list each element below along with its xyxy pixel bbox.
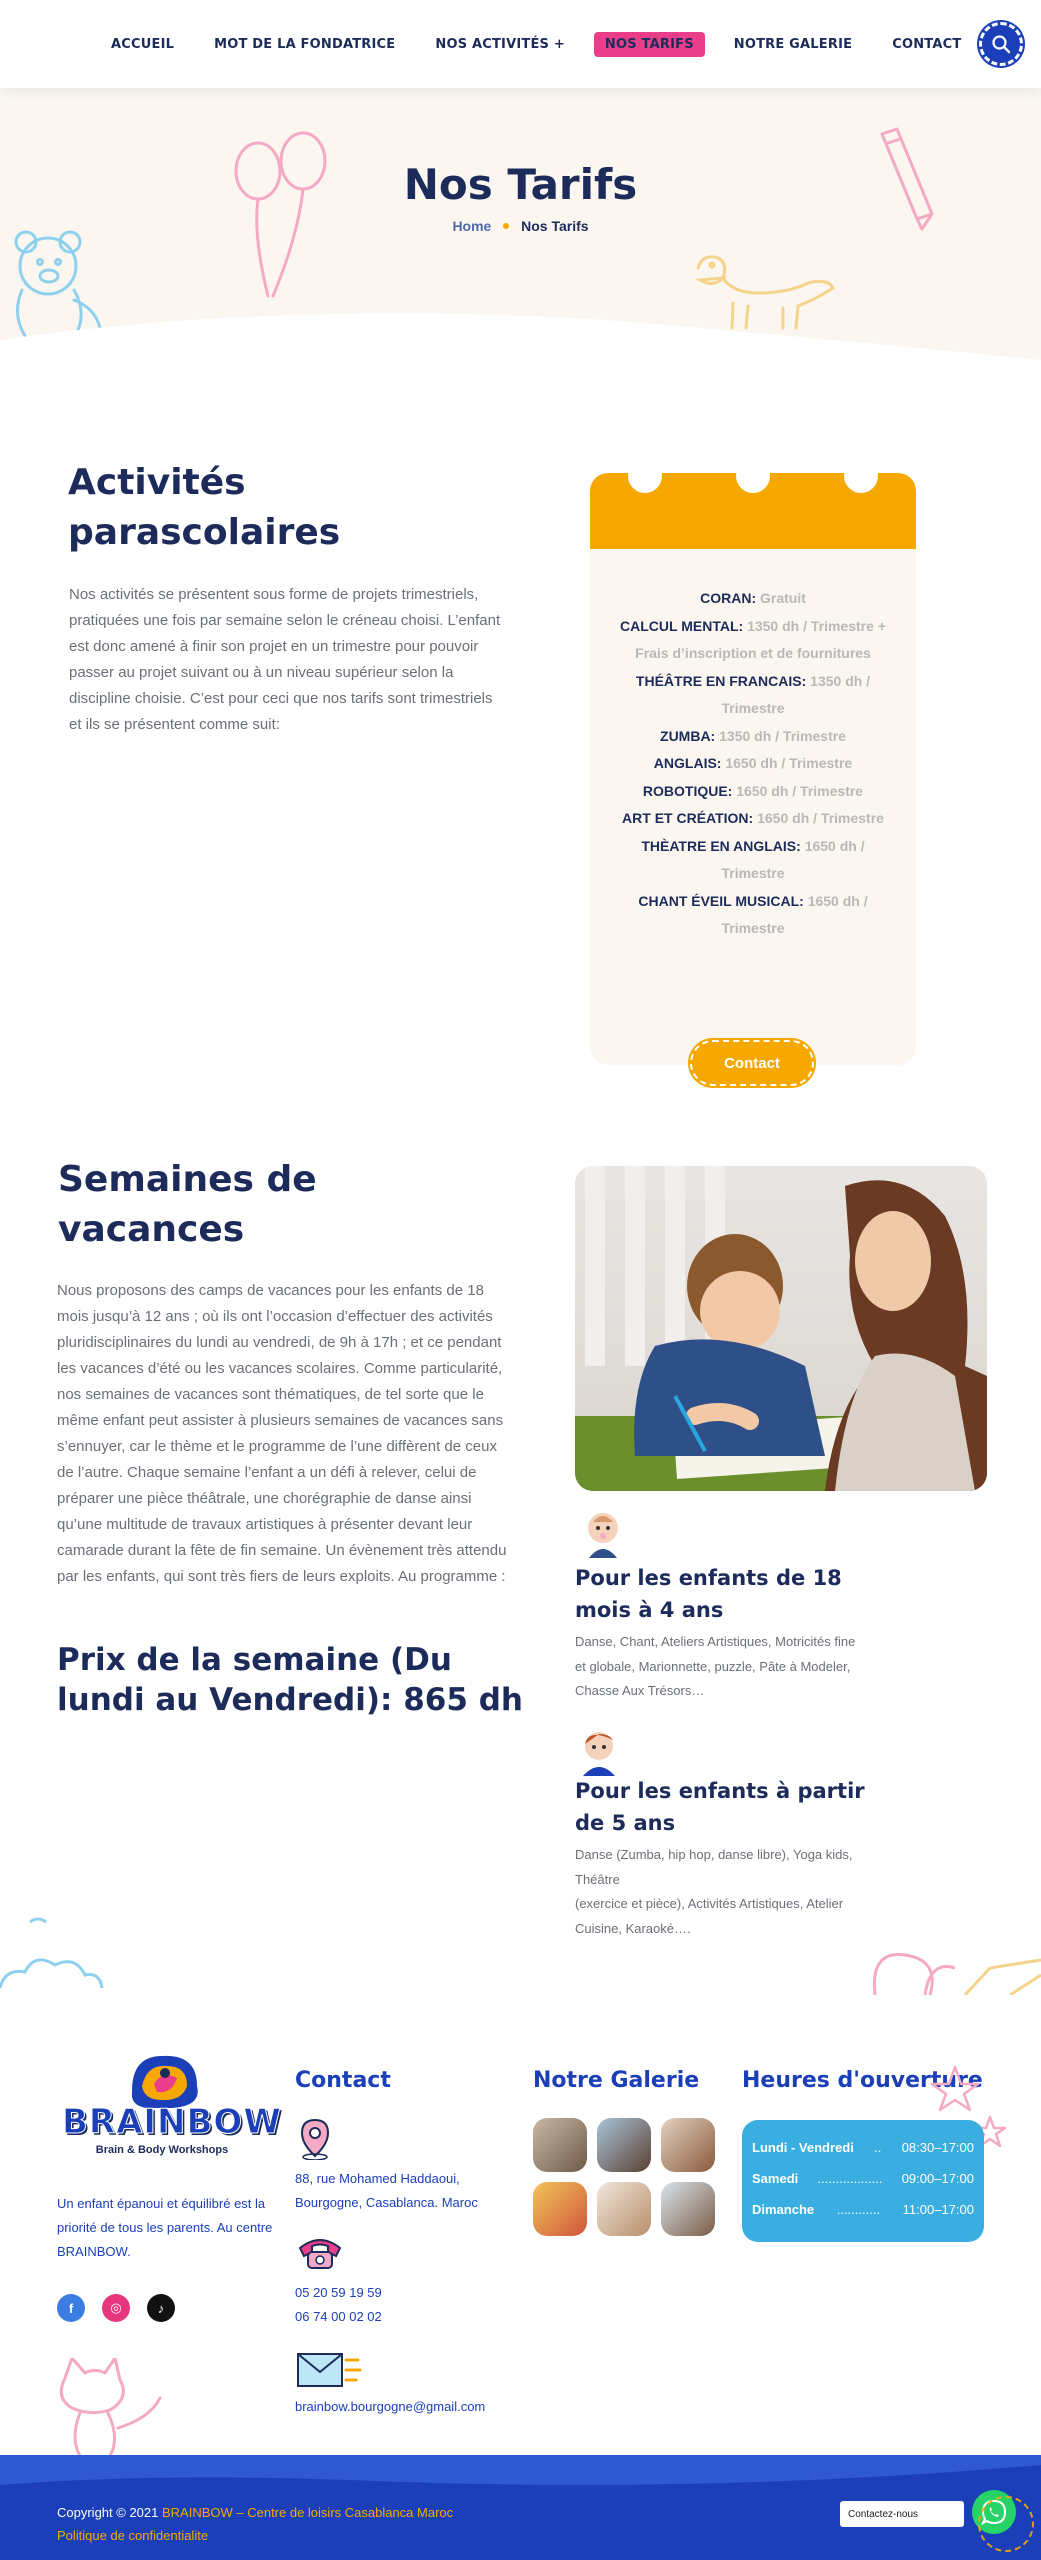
price-item: [620, 613, 886, 668]
mother-child-photo: [575, 1166, 987, 1491]
activites-paragraph: Nos activités se présentent sous forme de projets trimestriels, pratiquées une fois par semaine selon le créneau choisi. L’enfant est donc amené à finir son projet en un trimestre pour pouvoir passer au projet suivant ou à un niveau supérieur selon la discipline choisie. C’est pour ceci que nos tarifs sont trimestriels et ils se présentent comme suit:: [69, 586, 501, 733]
location-pin-icon: [296, 2118, 334, 2160]
page-hero: [0, 88, 1041, 368]
cat-doodle-icon: [50, 2358, 170, 2458]
hours-time: 08:30–17:00: [901, 2140, 974, 2155]
hours-dots: ............: [836, 2202, 881, 2217]
price-item: [620, 888, 886, 943]
nav-item-accueil[interactable]: ACCUEIL: [111, 36, 175, 52]
price-item: [620, 805, 886, 833]
address-line1: 88, rue Mohamed Haddaoui,: [295, 2171, 460, 2186]
page-title: Nos Tarifs: [403, 160, 638, 209]
hours-time: 11:00–17:00: [902, 2202, 974, 2217]
price-item-name: THÈATRE EN ANGLAIS:: [641, 837, 801, 854]
phone-link-2[interactable]: 06 74 00 02 02: [295, 2309, 382, 2324]
footer-gallery-title: Notre Galerie: [533, 2068, 700, 2093]
price-item: [620, 668, 886, 723]
tiktok-link[interactable]: [147, 2294, 175, 2322]
vacances-title-line1: Semaines de: [50, 1155, 325, 1205]
pricing-card-header: [590, 473, 916, 549]
breadcrumb-current: Nos Tarifs: [521, 218, 589, 234]
nav-item-activites[interactable]: NOS ACTIVITÉS +: [435, 36, 565, 52]
baby-icon: [583, 1510, 623, 1558]
group-kids-text-line2: (exercice et pièce), Activités Artistiques, Atelier Cuisine, Karaoké….: [575, 1896, 844, 1936]
breadcrumb: [0, 218, 1041, 234]
breadcrumb-home-link[interactable]: Home: [452, 218, 492, 234]
footer-address: [295, 2167, 505, 2215]
email-envelope-icon: [296, 2350, 362, 2390]
cloud-doodle-icon: [0, 1910, 110, 1990]
price-item: [620, 833, 886, 888]
hours-dots: ..................: [817, 2171, 883, 2186]
activites-title-line2: parascolaires: [60, 508, 348, 558]
price-item-name: ROBOTIQUE:: [642, 782, 733, 799]
whatsapp-label[interactable]: Contactez-nous: [840, 2501, 964, 2527]
price-item: [620, 778, 886, 806]
nav-item-tarifs[interactable]: NOS TARIFS: [594, 32, 705, 57]
main-nav: [100, 0, 990, 88]
vacances-title-line2: vacances: [50, 1205, 252, 1255]
price-item-value: 1350 dh / Trimestre + Frais d’inscription et de fournitures: [635, 617, 886, 661]
price-item-name: ZUMBA:: [660, 727, 716, 744]
gallery-thumbnail[interactable]: [533, 2182, 587, 2236]
price-item-value: Gratuit: [760, 590, 806, 606]
price-item-name: CORAN:: [700, 590, 757, 606]
search-button[interactable]: [979, 22, 1023, 66]
card-hole-decoration: [628, 473, 662, 493]
group-kids-title: Pour les enfants à partir de 5 ans: [575, 1779, 865, 1835]
price-item-value: 1650 dh / Trimestre: [721, 892, 868, 936]
opening-hours-box: [742, 2120, 984, 2242]
instagram-icon: ◎: [110, 2300, 122, 2315]
price-item-value: 1650 dh / Trimestre: [736, 782, 864, 799]
boy-icon: [579, 1728, 619, 1776]
gallery-thumbnail[interactable]: [661, 2182, 715, 2236]
price-item-value: 1650 dh / Trimestre: [725, 755, 853, 771]
nav-item-contact[interactable]: CONTACT: [892, 36, 962, 52]
card-hole-decoration: [844, 473, 878, 493]
mother-child-illustration-icon: [575, 1166, 987, 1491]
nav-item-galerie[interactable]: NOTRE GALERIE: [733, 36, 853, 52]
copyright-text: [57, 2505, 453, 2520]
hours-row: [752, 2132, 974, 2163]
group-kids-text-line1: Danse (Zumba, hip hop, danse libre), Yoga kids, Théâtre: [575, 1847, 853, 1887]
logo-wordmark: BRAINBOW: [62, 2102, 282, 2142]
bottom-bar-wave: [0, 2455, 1041, 2495]
footer-phones: [295, 2281, 495, 2329]
group-toddlers-title: Pour les enfants de 18 mois à 4 ans: [575, 1566, 842, 1622]
breadcrumb-separator: [503, 223, 509, 229]
price-item-value: 1650 dh / Trimestre: [757, 810, 884, 826]
hours-day: Dimanche: [752, 2202, 815, 2217]
footer-about-text: Un enfant épanoui et équilibré est la priorité de tous les parents. Au centre BRAINBOW.: [57, 2196, 273, 2259]
price-item-value: 1350 dh / Trimestre: [719, 727, 846, 744]
pricing-contact-button[interactable]: Contact: [690, 1040, 814, 1086]
hours-time: 09:00–17:00: [901, 2171, 974, 2186]
group-toddlers-text: Danse, Chant, Ateliers Artistiques, Motricités fine et globale, Marionnette, puzzle, Pâte à Modeler, Chasse Aux Trésors…: [575, 1634, 856, 1698]
price-item-name: ANGLAIS:: [653, 755, 722, 771]
hours-day: Lundi - Vendredi: [752, 2140, 854, 2155]
price-item: [620, 585, 886, 613]
phone-link-1[interactable]: 05 20 59 19 59: [295, 2285, 382, 2300]
gallery-thumbnail[interactable]: [597, 2182, 651, 2236]
hours-dots: ..: [874, 2140, 882, 2155]
pricing-card: [590, 473, 916, 1065]
instagram-link[interactable]: [102, 2294, 130, 2322]
vacances-paragraph: Nous proposons des camps de vacances pour les enfants de 18 mois jusqu’à 12 ans ; où ils ont l’occasion d’effectuer des activités pluridisciplinaires du lundi au vendredi, de 9h à 17h ; et ce pendant les vacances d’été ou les vacances scolaires. Comme particularité, nos semaines de vacances sont thématiques, de tel sorte que le même enfant peut assister à plusieurs semaines de vacances sans s’ennuyer, car le thème et le programme de l’une diffèrent de ceux de l’autre. Chaque semaine l’enfant a un défi à relever, celui de préparer une pièce théâtrale, une chorégraphie de danse ainsi qu’une multitude de travaux artistiques à présenter devant leur camarade durant la fête de fin semaine. Un évènement très attendu par les enfants, qui sont très fiers de leurs exploits. Au programme :: [57, 1282, 507, 1585]
hours-day: Samedi: [752, 2171, 799, 2186]
footer-logo[interactable]: [62, 2046, 282, 2166]
gallery-thumbnail[interactable]: [597, 2118, 651, 2172]
privacy-policy-link[interactable]: Politique de confidentialite: [57, 2528, 209, 2543]
price-item: [620, 723, 886, 751]
footer-gallery-grid: [533, 2118, 717, 2236]
site-header: [0, 0, 1041, 88]
facebook-link[interactable]: [57, 2294, 85, 2322]
gallery-thumbnail[interactable]: [533, 2118, 587, 2172]
copyright-link[interactable]: BRAINBOW – Centre de loisirs Casablanca Maroc: [161, 2505, 454, 2520]
footer-contact-title: Contact: [295, 2068, 391, 2093]
price-item-value: 1650 dh / Trimestre: [721, 837, 865, 881]
hero-wave-divider: [0, 278, 1041, 368]
address-line2: Bourgogne, Casablanca. Maroc: [295, 2195, 478, 2210]
hours-row: [752, 2194, 974, 2225]
tiktok-icon: ♪: [157, 2300, 165, 2316]
vacances-title: [50, 1155, 325, 1255]
price-item-name: ART ET CRÉATION:: [622, 810, 754, 826]
hours-row: [752, 2163, 974, 2194]
telephone-icon: [296, 2234, 344, 2270]
price-item-value: 1350 dh / Trimestre: [721, 672, 871, 716]
facebook-icon: f: [68, 2300, 74, 2316]
copyright-prefix: Copyright © 2021: [57, 2505, 159, 2520]
price-item-name: THÉÂTRE EN FRANCAIS:: [635, 672, 807, 689]
footer-email-link[interactable]: brainbow.bourgogne@gmail.com: [295, 2399, 486, 2414]
weekly-price-title: Prix de la semaine (Du lundi au Vendredi): 865 dh: [57, 1642, 523, 1718]
footer-hours-title: Heures d'ouverture: [742, 2068, 983, 2093]
price-item-name: CALCUL MENTAL:: [620, 617, 744, 634]
card-hole-decoration: [736, 473, 770, 493]
search-icon: [991, 34, 1011, 54]
activites-title: [60, 458, 348, 558]
scroll-top-decoration[interactable]: [978, 2496, 1034, 2552]
price-item-name: CHANT ÉVEIL MUSICAL:: [638, 892, 804, 909]
nav-item-fondatrice[interactable]: MOT DE LA FONDATRICE: [214, 36, 396, 52]
logo-tagline: Brain & Body Workshops: [95, 2144, 229, 2156]
art-supplies-doodle-icon: [870, 1940, 1041, 1995]
price-list: [620, 585, 886, 943]
gallery-thumbnail[interactable]: [661, 2118, 715, 2172]
activites-title-line1: Activités: [60, 458, 254, 508]
group-kids-text: [575, 1843, 875, 1941]
price-item: [620, 750, 886, 778]
